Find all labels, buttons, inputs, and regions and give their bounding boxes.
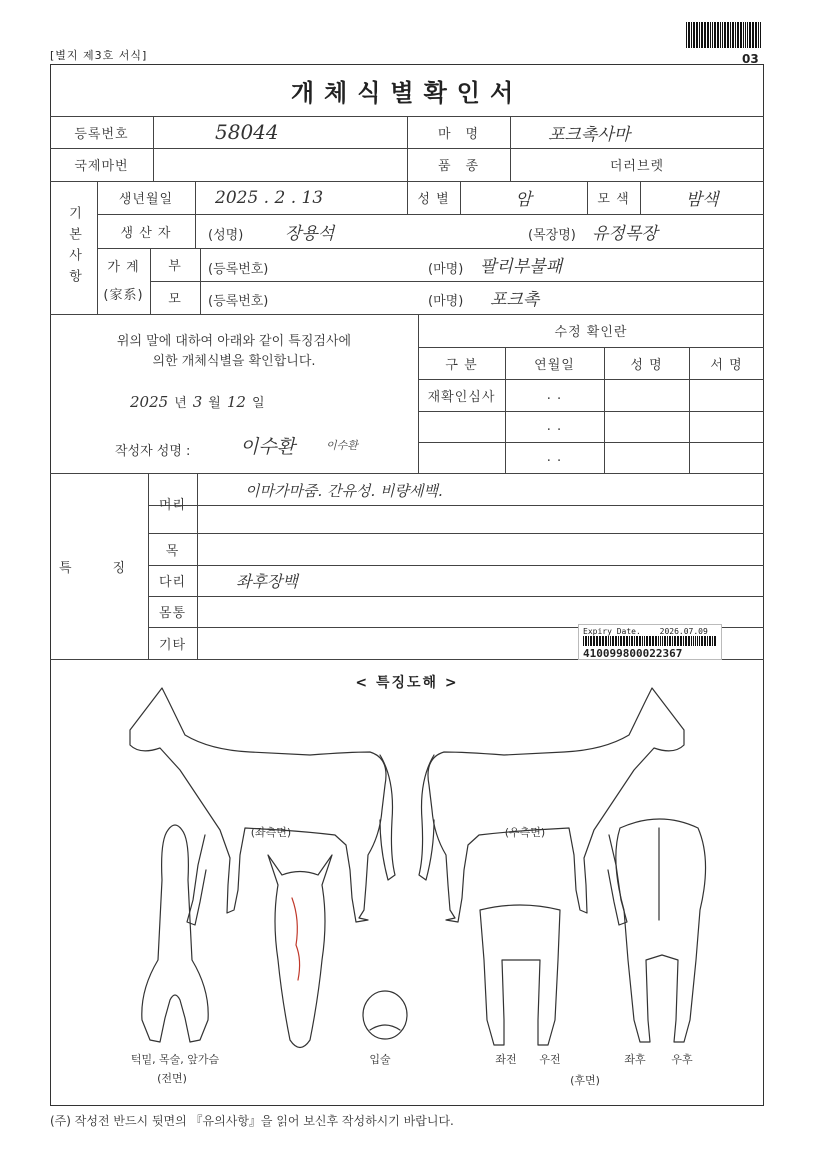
- horse-right-side-drawing: [419, 688, 684, 925]
- horse-name-value[interactable]: 포크촉사마: [548, 124, 631, 145]
- sticker-number: 410099800022367: [583, 647, 683, 660]
- diagram-title: < 특징도해 >: [355, 675, 459, 691]
- footnote: (주) 작성전 반드시 뒷면의 『유의사항』을 읽어 보신후 작성하시기 바랍니다.: [50, 1114, 454, 1128]
- basic-section-label: 기본사항: [66, 205, 81, 290]
- sex-value[interactable]: 암: [515, 190, 532, 210]
- farm-label: (목장명): [528, 228, 576, 243]
- farm-name[interactable]: 유정목장: [592, 223, 658, 244]
- date-month-unit: 월: [208, 396, 221, 411]
- revision-col-date: 연월일: [534, 357, 575, 373]
- breed-label: 품 종: [437, 159, 480, 174]
- sire-label: 부: [168, 259, 182, 274]
- date-month[interactable]: 3: [192, 393, 203, 411]
- revision-col-name: 성 명: [630, 357, 663, 373]
- caption-rear-view: (후면): [570, 1074, 600, 1087]
- writer-label: 작성자 성명 :: [115, 444, 191, 459]
- writer-signature[interactable]: 이수환: [326, 439, 358, 452]
- form-number: [별지 제3호 서식]: [50, 49, 148, 62]
- caption-left-side: (좌측면): [250, 826, 292, 839]
- breeder-label: 생 산 자: [120, 225, 172, 241]
- head-value[interactable]: 이마가마줌. 간유성. 비량세백.: [245, 481, 443, 500]
- sire-name-label: (마명): [428, 262, 464, 277]
- breeder-name[interactable]: 장용석: [285, 223, 335, 244]
- caption-right-hind: 우후: [671, 1053, 693, 1066]
- etc-label: 기타: [158, 637, 187, 653]
- sire-reg-label: (등록번호): [208, 262, 269, 277]
- id-sticker: [578, 624, 722, 660]
- sticker-expiry: [583, 627, 708, 636]
- revision-col-category: 구 분: [445, 357, 478, 373]
- date-day[interactable]: 12: [226, 393, 246, 411]
- intl-no-label: 국제마번: [74, 159, 129, 174]
- confirm-text-1: 위의 말에 대하여 아래와 같이 특징검사에: [116, 334, 352, 349]
- revision-date-1[interactable]: . .: [546, 387, 563, 403]
- caption-lips: 입술: [369, 1053, 391, 1066]
- reg-no-label: 등록번호: [74, 126, 129, 142]
- sticker-expiry-label: Expiry Date.: [583, 627, 641, 636]
- color-value[interactable]: 밤색: [685, 190, 719, 210]
- dam-label: 모: [168, 292, 182, 307]
- confirm-date: [130, 392, 265, 411]
- confirm-text-2: 의한 개체식별을 확인합니다.: [152, 354, 316, 369]
- sticker-barcode: [583, 636, 717, 646]
- caption-front: 턱밑, 목술, 앞가슴: [130, 1053, 220, 1066]
- leg-label: 다리: [158, 575, 187, 590]
- horse-name-label: 마 명: [437, 126, 480, 142]
- horse-rear-view-drawing: [616, 819, 706, 1042]
- caption-right-side: (우측면): [504, 826, 546, 839]
- revision-header: 수정 확인란: [554, 325, 628, 340]
- lineage-label: 가 계: [107, 259, 140, 275]
- horse-lips-drawing: [363, 991, 407, 1039]
- revision-col-sign: 서 명: [710, 357, 743, 373]
- revision-date-2[interactable]: . .: [546, 419, 563, 434]
- sticker-expiry-value: 2026.07.09: [659, 627, 708, 636]
- writer-name[interactable]: 이수환: [240, 436, 296, 458]
- head-label: 머리: [158, 497, 187, 513]
- date-year[interactable]: 2025: [130, 393, 169, 411]
- revision-row-label: 재확인심사: [427, 389, 496, 405]
- lineage-hanja: (家系): [103, 287, 144, 303]
- horse-head-front-drawing: [268, 855, 332, 1048]
- color-label: 모 색: [597, 192, 630, 207]
- date-day-unit: 일: [251, 396, 265, 411]
- caption-left-front: 좌전: [495, 1053, 517, 1066]
- top-barcode: [686, 22, 762, 48]
- date-year-unit: 년: [174, 396, 187, 411]
- reg-no-value[interactable]: 58044: [215, 120, 279, 144]
- dam-name[interactable]: 포크촉: [490, 290, 540, 310]
- caption-right-front: 우전: [539, 1053, 561, 1066]
- body-label: 몸통: [158, 606, 187, 621]
- sire-name[interactable]: 팔리부불패: [480, 257, 563, 277]
- horse-diagram: [50, 660, 764, 1106]
- page-code: 03: [742, 52, 759, 66]
- birth-value[interactable]: 2025 . 2 . 13: [215, 187, 324, 208]
- dam-reg-label: (등록번호): [208, 294, 269, 309]
- dam-name-label: (마명): [428, 294, 464, 309]
- document-title: 개체식별확인서: [290, 78, 524, 107]
- horse-left-side-drawing: [130, 688, 395, 925]
- breeder-name-label: (성명): [208, 228, 244, 243]
- sex-label: 성 별: [417, 192, 450, 207]
- birth-label: 생년월일: [118, 192, 174, 207]
- caption-left-hind: 좌후: [624, 1053, 646, 1066]
- leg-value[interactable]: 좌후장백: [236, 572, 298, 591]
- features-section-label: 특 징: [58, 560, 140, 576]
- horse-front-view-drawing: [142, 825, 208, 1042]
- intl-no-value[interactable]: [160, 148, 400, 181]
- revision-date-3[interactable]: . .: [546, 450, 563, 465]
- caption-front-view: (전면): [157, 1072, 187, 1085]
- neck-label: 목: [165, 543, 180, 559]
- breed-value: 더러브렛: [609, 159, 665, 174]
- horse-front-legs-drawing: [480, 905, 560, 1045]
